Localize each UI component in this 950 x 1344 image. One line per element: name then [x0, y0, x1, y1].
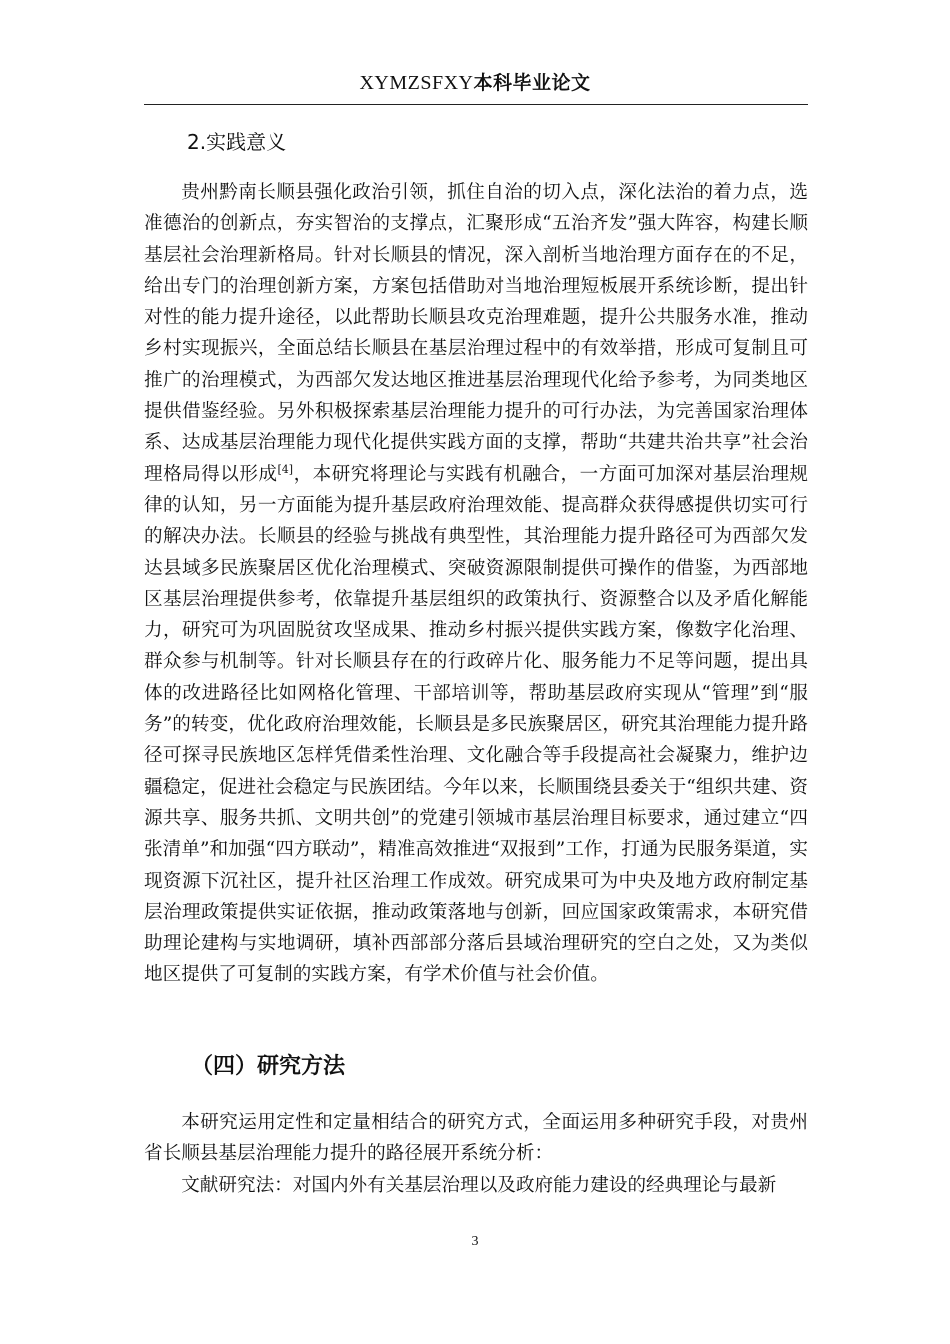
paragraph-text: 贵州黔南长顺县强化政治引领，抓住自治的切入点，深化法治的着力点，选准德治的创新点，夯实智治的支撑点，汇聚形成“五治齐发”强大阵容，构建长顺基层社会治理新格局。针对长顺县的情况，深入剖析当地治理方面存在的不足，给出专门的治理创新方案，方案包括借助对当地治理短板展开系统诊断，提出针对性的能力提升途径，以此帮助长顺县攻克治理难题，提升公共服务水准，推动乡村实现振兴，全面总结长顺县在基层治理过程中的有效举措，形成可复制且可推广的治理模式，为西部欠发达地区推进基层治理现代化给予参考，为同类地区提供借鉴经验。另外积极探索基层治理能力提升的可行办法，为完善国家治理体系、达成基层治理能力现代化提供实践方面的支撑，帮助“共建共治共享”社会治理格局得以形成: [144, 182, 808, 485]
body-paragraph-methods-intro: 本研究运用定性和定量相结合的研究方式，全面运用多种研究手段，对贵州省长顺县基层治理能力提升的路径展开系统分析：: [144, 1112, 808, 1165]
page-header: [0, 68, 950, 98]
citation-reference: [4]: [277, 462, 294, 476]
header-rule: [144, 104, 808, 105]
body-paragraph-literature-method: 文献研究法：对国内外有关基层治理以及政府能力建设的经典理论与最新: [181, 1175, 777, 1196]
header-title: 本科毕业论文: [473, 72, 591, 94]
subsection-heading: 2.实践意义: [187, 130, 287, 154]
paragraph-text-continued: ，本研究将理论与实践有机融合，一方面可加深对基层治理规律的认知，另一方面能为提升基层政府治理效能、提高群众获得感提供切实可行的解决办法。长顺县的经验与挑战有典型性，其治理能力提升路径可为西部欠发达县域多民族聚居区优化治理模式、突破资源限制提供可操作的借鉴，为西部地区基层治理提供参考，依靠提升基层组织的政策执行、资源整合以及矛盾化解能力，研究可为巩固脱贫攻坚成果、推动乡村振兴提供实践方案，像数字化治理、群众参与机制等。针对长顺县存在的行政碎片化、服务能力不足等问题，提出具体的改进路径比如网格化管理、干部培训等，帮助基层政府实现从“管理”到“服务”的转变，优化政府治理效能，长顺县是多民族聚居区，研究其治理能力提升路径可探寻民族地区怎样凭借柔性治理、文化融合等手段提高社会凝聚力，维护边疆稳定，促进社会稳定与民族团结。今年以来，长顺围绕县委关于“组织共建、资源共享、服务共抓、文明共创”的党建引领城市基层治理目标要求，通过建立“四张清单”和加强“四方联动”，精准高效推进“双报到”工作，打通为民服务渠道，实现资源下沉社区，提升社区治理工作成效。研究成果可为中央及地方政府制定基层治理政策提供实证依据，推动政策落地与创新，回应国家政策需求，本研究借助理论建构与实地调研，填补西部部分落后县域治理研究的空白之处，又为类似地区提供了可复制的实践方案，有学术价值与社会价值。: [144, 463, 808, 986]
body-paragraph-practical-significance: [144, 177, 808, 991]
header-code: XYMZSFXY: [359, 72, 474, 94]
page-number: 3: [471, 1234, 479, 1249]
section-heading: （四）研究方法: [191, 1054, 346, 1079]
